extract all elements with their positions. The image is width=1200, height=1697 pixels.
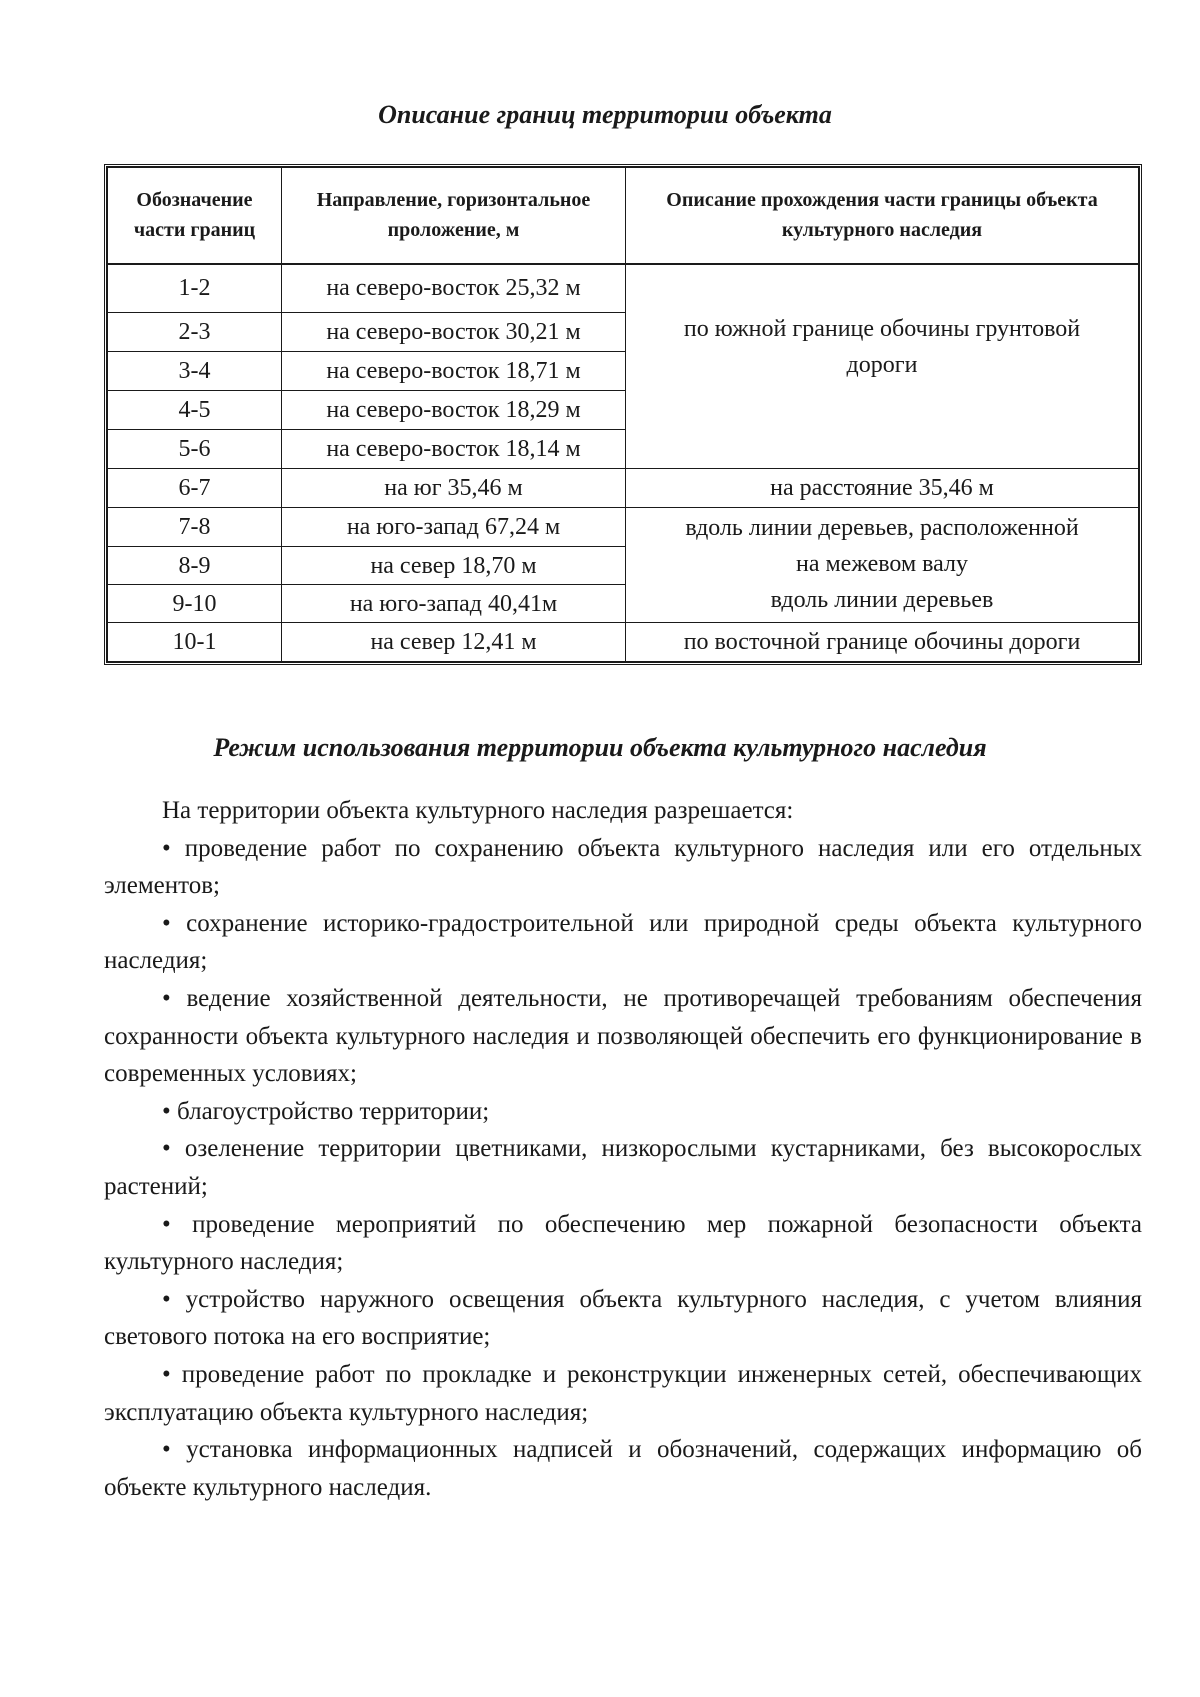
regime-item: • сохранение историко-градостроительной или природной среды объекта культурного наследия; bbox=[104, 909, 1142, 975]
header-part: Обозначение части границ bbox=[108, 168, 282, 264]
cell-part: 6-7 bbox=[108, 469, 282, 508]
regime-item: • ведение хозяйственной деятельности, не противоречащей требованиям обеспечения сохранности объекта культурного наследия и позволяющей обеспечить его функционирование в современных условиях; bbox=[104, 984, 1142, 1088]
table-row bbox=[108, 264, 1139, 313]
table-row bbox=[108, 623, 1139, 662]
cell-direction: на северо-восток 25,32 м bbox=[282, 264, 626, 313]
cell-direction: на северо-восток 18,29 м bbox=[282, 391, 626, 430]
cell-direction: на север 12,41 м bbox=[282, 623, 626, 662]
cell-description: по восточной границе обочины дороги bbox=[626, 623, 1139, 662]
regime-item: • озеленение территории цветниками, низкорослыми кустарниками, без высокорослых растений; bbox=[104, 1135, 1142, 1200]
regime-item: • проведение работ по прокладке и реконструкции инженерных сетей, обеспечивающих эксплуатацию объекта культурного наследия; bbox=[104, 1360, 1142, 1426]
cell-part: 10-1 bbox=[108, 623, 282, 662]
regime-intro: На территории объекта культурного наследия разрешается: bbox=[162, 797, 794, 824]
table-header-row bbox=[108, 168, 1139, 264]
cell-part: 5-6 bbox=[108, 430, 282, 469]
description-line: вдоль линии деревьев bbox=[770, 587, 994, 613]
cell-part: 9-10 bbox=[108, 585, 282, 623]
regime-item: • устройство наружного освещения объекта культурного наследия, с учетом влияния светового потока на его восприятие; bbox=[104, 1285, 1142, 1351]
cell-part: 8-9 bbox=[108, 547, 282, 585]
regime-title: Режим использования территории объекта культурного наследия bbox=[213, 733, 987, 762]
cell-description: на расстояние 35,46 м bbox=[626, 469, 1139, 508]
description-line: вдоль линии деревьев, расположенной bbox=[685, 515, 1079, 541]
cell-description-group-2 bbox=[626, 508, 1139, 623]
cell-direction: на северо-восток 18,71 м bbox=[282, 352, 626, 391]
cell-description-group-1 bbox=[626, 264, 1139, 469]
regime-text bbox=[104, 792, 1142, 1506]
cell-direction: на север 18,70 м bbox=[282, 547, 626, 585]
cell-direction: на юг 35,46 м bbox=[282, 469, 626, 508]
boundary-table-frame bbox=[104, 164, 1142, 665]
table-row bbox=[108, 469, 1139, 508]
cell-direction: на юго-запад 67,24 м bbox=[282, 508, 626, 547]
cell-direction: на северо-восток 30,21 м bbox=[282, 313, 626, 352]
table-row bbox=[108, 508, 1139, 547]
cell-part: 3-4 bbox=[108, 352, 282, 391]
cell-direction: на северо-восток 18,14 м bbox=[282, 430, 626, 469]
header-direction: Направление, горизонтальное проложение, м bbox=[282, 168, 626, 264]
cell-part: 1-2 bbox=[108, 264, 282, 313]
regime-item: • проведение работ по сохранению объекта культурного наследия или его отдельных элементов; bbox=[104, 834, 1142, 900]
cell-part: 7-8 bbox=[108, 508, 282, 547]
boundary-table bbox=[107, 167, 1139, 662]
cell-part: 4-5 bbox=[108, 391, 282, 430]
cell-direction: на юго-запад 40,41м bbox=[282, 585, 626, 623]
regime-item: • благоустройство территории; bbox=[162, 1097, 490, 1125]
regime-item: • установка информационных надписей и обозначений, содержащих информацию об объекте культурного наследия. bbox=[104, 1436, 1142, 1501]
description-line: на межевом валу bbox=[795, 551, 968, 577]
regime-item: • проведение мероприятий по обеспечению мер пожарной безопасности объекта культурного наследия; bbox=[104, 1210, 1142, 1276]
description-line: по южной границе обочины грунтовой bbox=[683, 315, 1081, 342]
header-description: Описание прохождения части границы объекта культурного наследия bbox=[626, 168, 1139, 264]
description-line: дороги bbox=[846, 351, 918, 378]
table-title: Описание границ территории объекта bbox=[378, 100, 832, 129]
cell-part: 2-3 bbox=[108, 313, 282, 352]
